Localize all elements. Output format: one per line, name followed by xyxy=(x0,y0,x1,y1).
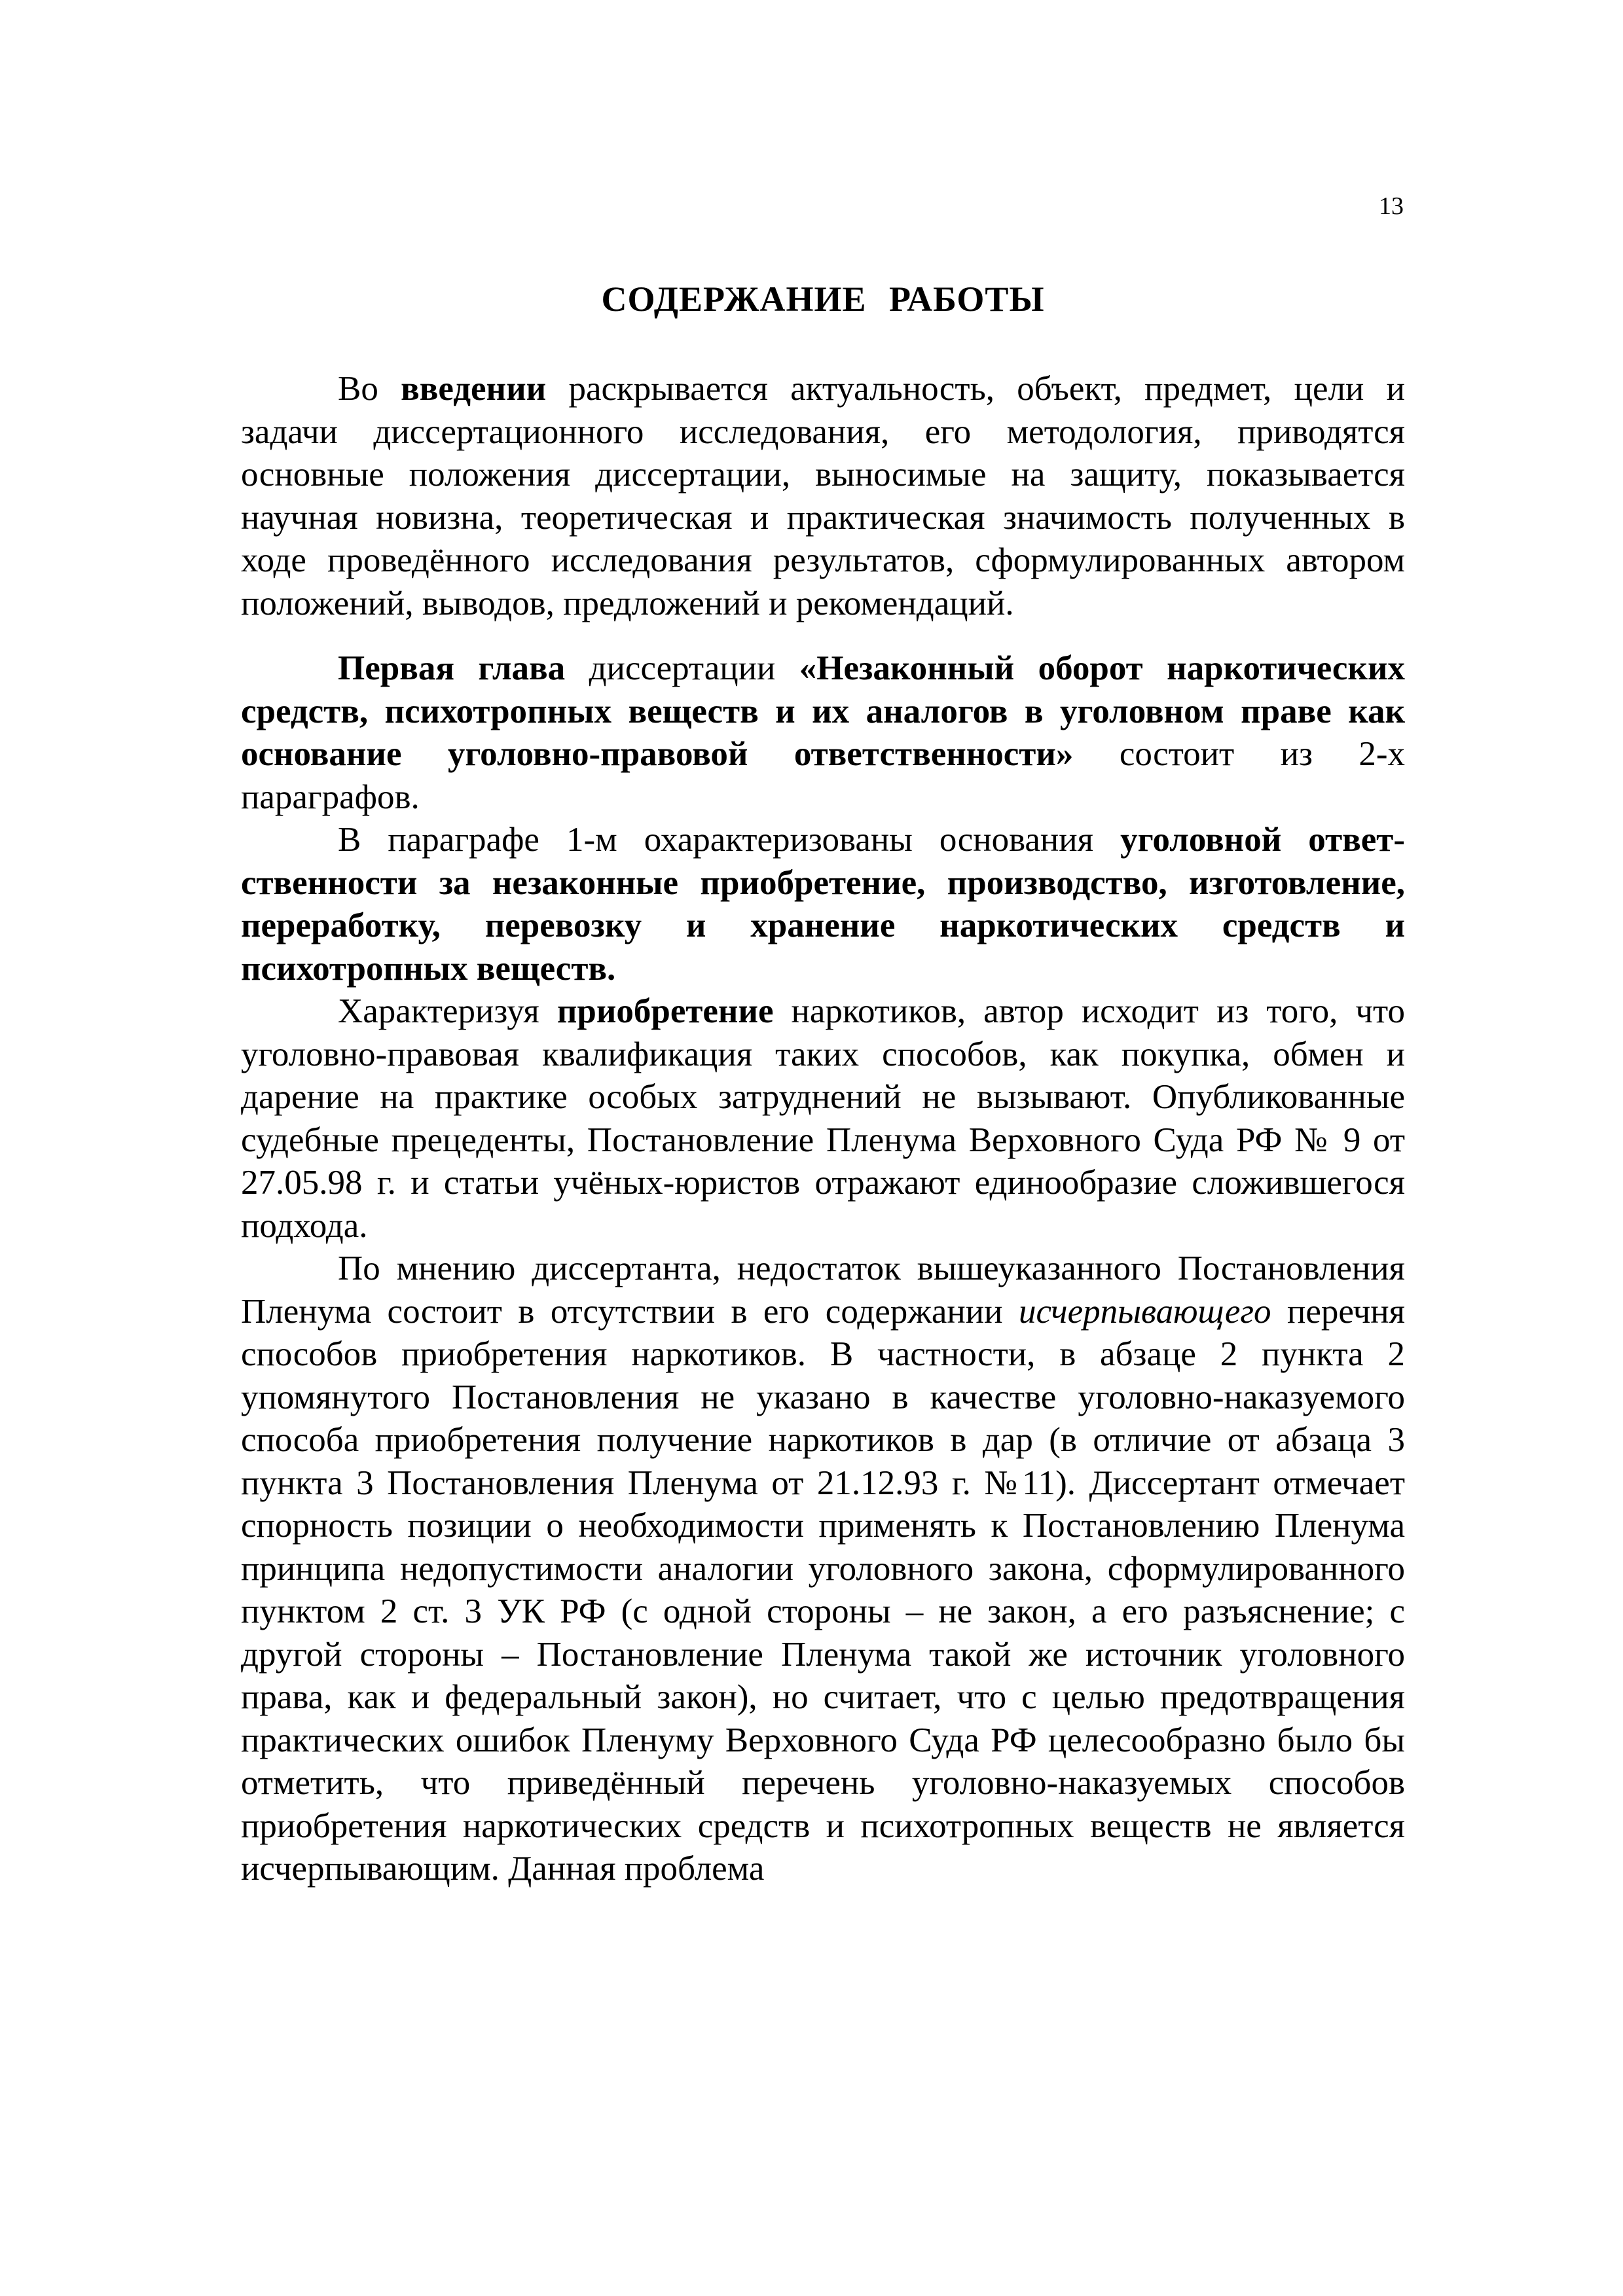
paragraph-section-one xyxy=(241,819,1405,990)
paragraph-introduction xyxy=(241,368,1405,625)
section-one-bold: уголовной ответственности за незаконные приобретение, производство, изготовление, переработку, перевозку и хранение наркотических средств и психотропных веществ. xyxy=(241,821,1405,988)
chapter-one-text-2: состоит из 2-х параграфов. xyxy=(241,735,1405,816)
acquisition-text-1: Характеризуя xyxy=(338,992,557,1030)
paragraph-author-opinion xyxy=(241,1247,1405,1891)
opinion-text-2: перечня способов приобретения наркотиков. В частности, в абзаце 2 пункта 2 упомянутого Постановления не указано в качестве уголовно-наказуемого способа приобретения получение наркотиков в дар (в отличие от абзаца 3 пункта 3 Постановления Пленума от 21.12.93 г. №11). Диссертант отмечает спорность позиции о необходимости применять к Постановлению Пленума принципа недопустимости аналогии уголовного закона, сформулированного пунктом 2 ст. 3 УК РФ (с одной стороны – не закон, а его разъяснение; с другой стороны – Постановление Пленума такой же источник уголовного права, как и федеральный закон), но считает, что с целью предотвращения практических ошибок Пленуму Верховного Суда РФ целесообразно было бы отметить, что приведённый перечень уголовно-наказуемых способов приобретения наркотических средств и психотропных веществ не является исчерпывающим. Данная проблема xyxy=(241,1292,1405,1888)
paragraph-acquisition xyxy=(241,990,1405,1247)
intro-text-1: Во xyxy=(338,370,401,408)
section-one-text: В параграфе 1-м охарактеризованы основания xyxy=(338,821,1121,859)
paragraph-chapter-one xyxy=(241,647,1405,819)
page-title: СОДЕРЖАНИЕ РАБОТЫ xyxy=(601,279,1045,319)
document-body xyxy=(241,281,1405,1891)
opinion-italic-term: исчерпывающего xyxy=(1018,1292,1271,1331)
chapter-one-text-1: диссертации xyxy=(565,649,799,687)
intro-text-2: раскрывается актуальность, объект, предмет, цели и задачи диссертационного исследования, его методология, приводятся основные положения диссертации, выносимые на защиту, показывается научная новизна, теоретическая и практическая значимость полученных в ходе проведённого исследования результатов, сформулированных автором положений, выводов, предложений и рекомендаций. xyxy=(241,370,1405,622)
chapter-one-label: Первая глава xyxy=(338,649,566,687)
acquisition-bold-term: приобретение xyxy=(556,992,774,1030)
opinion-text-1: По мнению диссертанта, недостаток вышеуказанного Постановления Пленума состоит в отсутствии в его содержании xyxy=(241,1249,1405,1331)
chapter-one-title: «Незаконный оборот наркотических средств, психотропных веществ и их аналогов в уголовном праве как основание уголовно-правовой ответственности» xyxy=(241,649,1405,773)
intro-bold-term: введении xyxy=(401,370,547,408)
page-number: 13 xyxy=(1379,192,1404,220)
acquisition-text-2: наркотиков, автор исходит из того, что уголовно-правовая квалификация таких способов, как покупка, обмен и дарение на практике особых затруднений не вызывают. Опубликованные судебные прецеденты, Постановление Пленума Верховного Суда РФ № 9 от 27.05.98 г. и статьи учёных-юристов отражают единообразие сложившегося подхода. xyxy=(241,992,1405,1245)
